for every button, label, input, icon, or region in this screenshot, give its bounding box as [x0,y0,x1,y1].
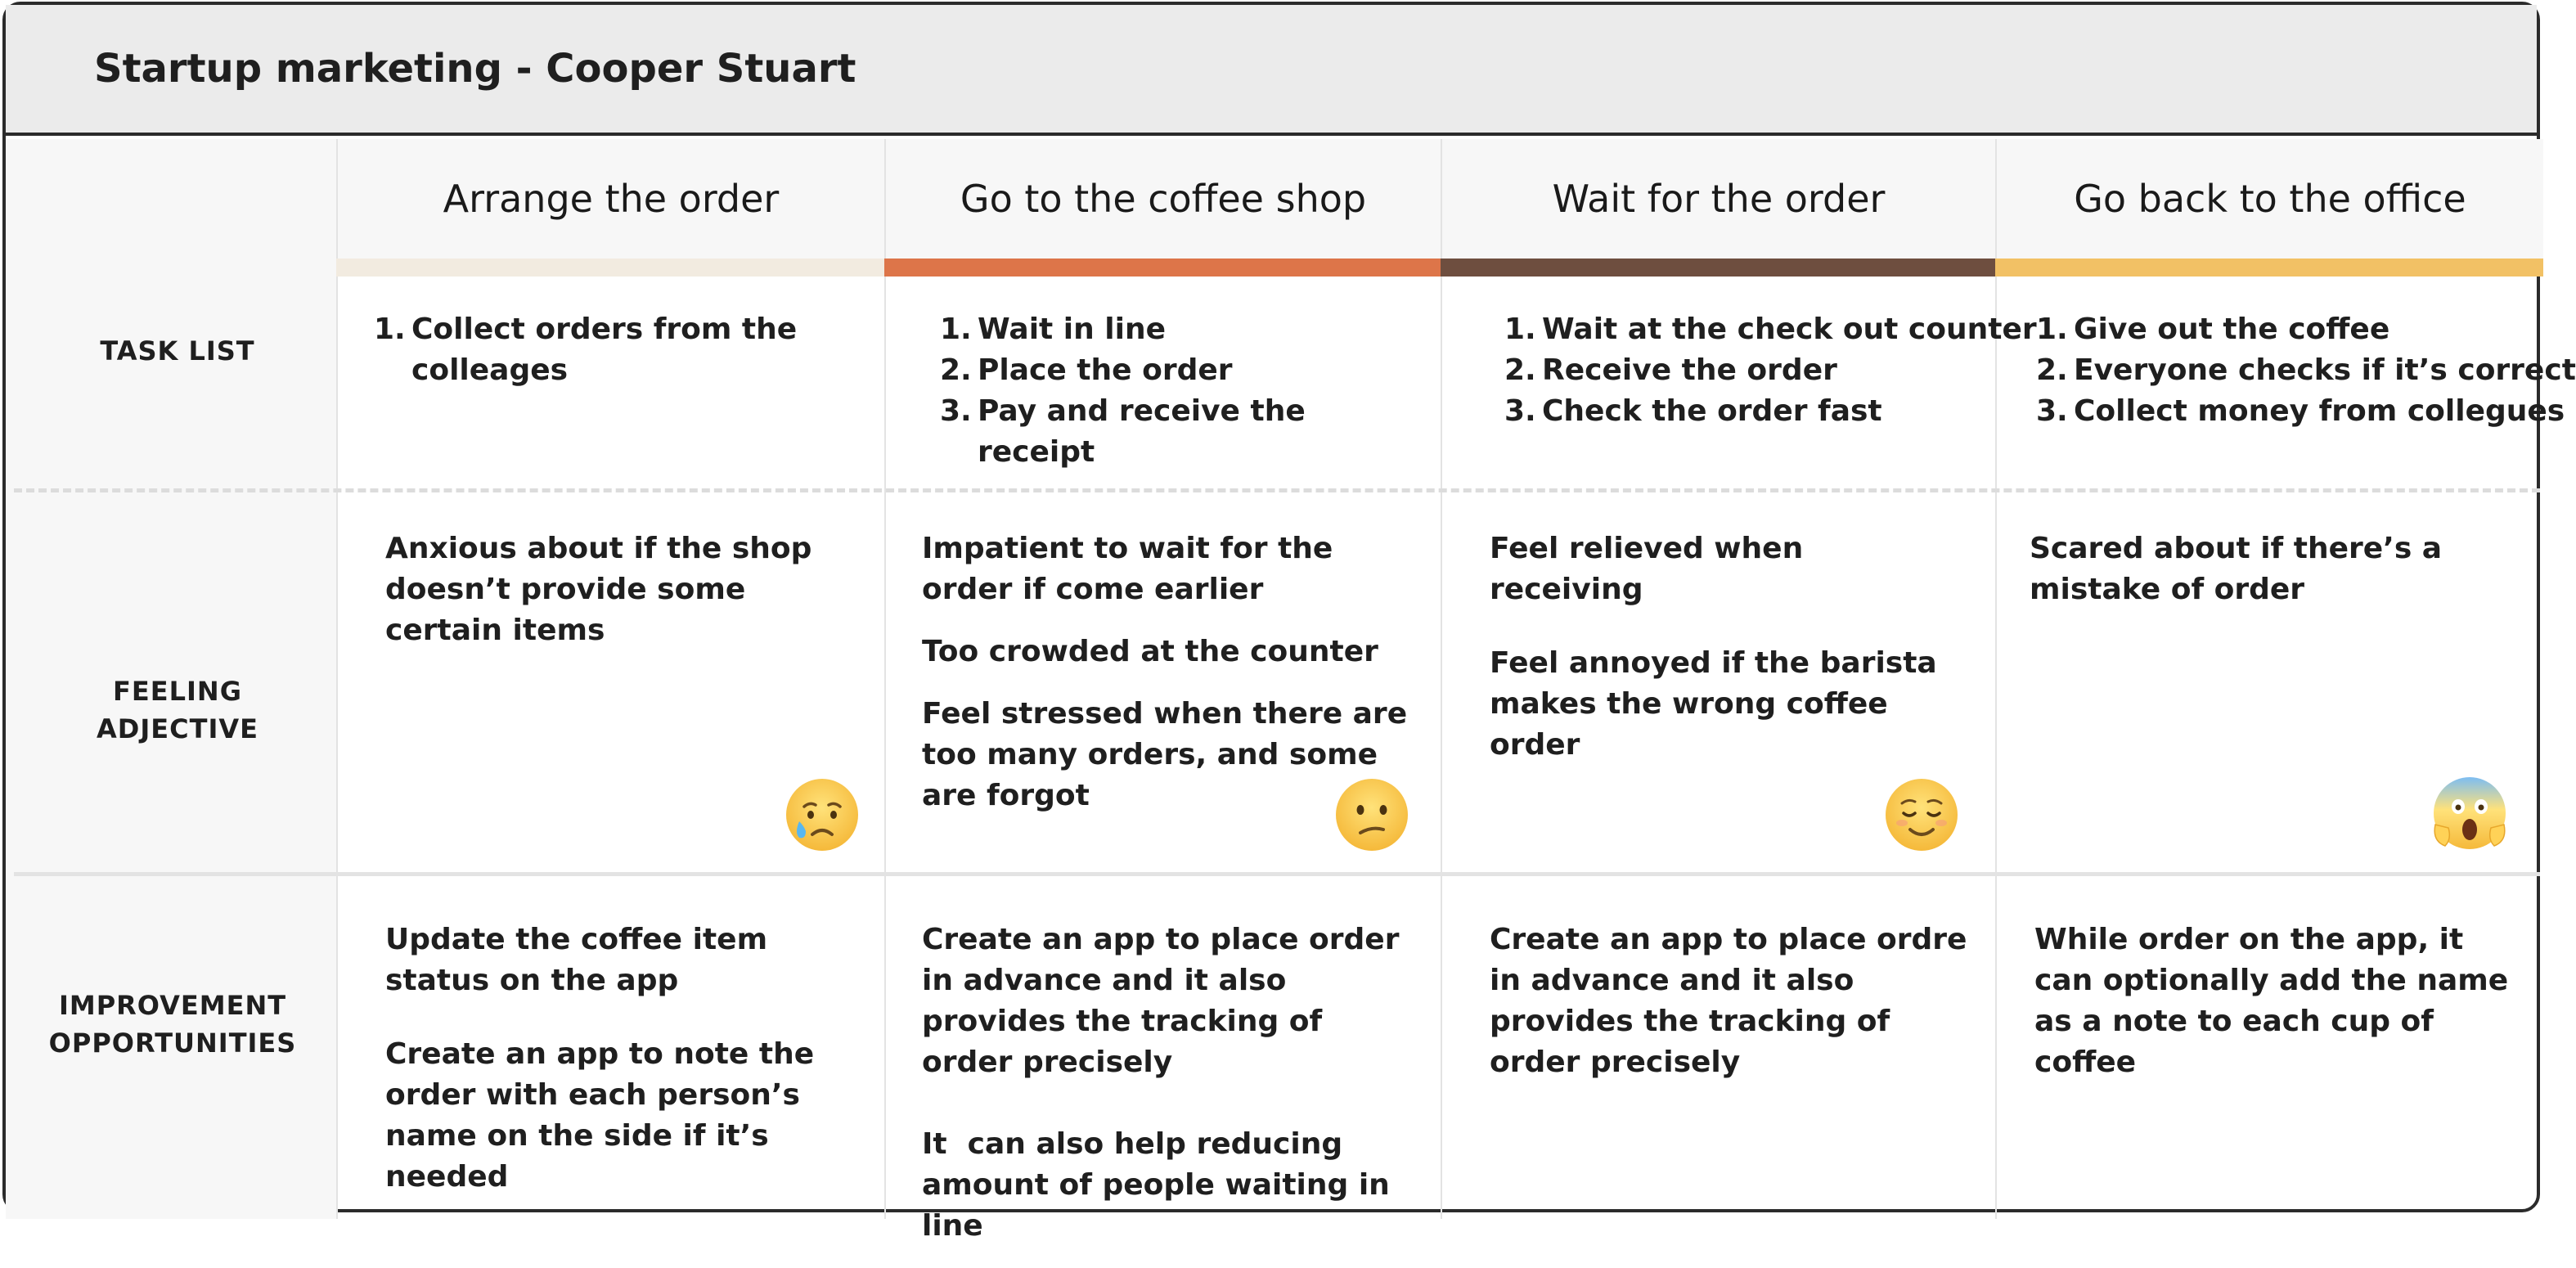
confused-face-icon [1333,776,1411,854]
stage-4-color-bar [1995,259,2543,277]
task-item: 1. Give out the coffee [2036,313,2390,346]
feeling-text: Feel annoyed if the barista makes the wrong coffee order [1490,646,1937,762]
feeling-text: Impatient to wait for the order if come earlier [922,532,1333,606]
stage-3-improvements [1490,920,1980,1104]
stage-2-task-list [940,309,1431,473]
task-item: 2. Place the order [940,353,1233,387]
improvement-text: It can also help reducing amount of people waiting in line [922,1127,1400,1243]
stage-4-header [1997,139,2543,259]
stage-1-color-bar [336,259,884,277]
task-item: 2. Everyone checks if it’s correct [2036,353,2576,387]
stage-3-color-bar [1441,259,1995,277]
column-divider [884,139,886,1219]
board-title: Startup marketing - Cooper Stuart [94,46,856,92]
stage-2-improvements [922,920,1413,1268]
task-item: 3. Check the order fast [1504,394,1882,428]
task-item: 1. Collect orders from the colleages [374,313,798,387]
smiling-face-icon [1882,776,1961,854]
feeling-text: Anxious about if the shop doesn’t provide some certain items [385,532,812,647]
improvement-text: Create an app to note the order with each person’s name on the side if it’s needed [385,1037,815,1194]
stage-2-color-bar [884,259,1441,277]
stage-2-header [886,139,1441,259]
row-label-improvement-opportunities: IMPROVEMENT OPPORTUNITIES [48,990,297,1059]
stage-4-title: Go back to the office [2074,177,2466,221]
feeling-text: Feel relieved when receiving [1490,532,1804,606]
stage-1-header [338,139,884,259]
improvement-text: Update the coffee item status on the app [385,923,768,997]
column-divider [1995,139,1997,1219]
task-item: 2. Receive the order [1504,353,1837,387]
row-label-feeling-adjective: FEELING ADJECTIVE [97,676,258,744]
stage-4-feelings [2030,528,2529,632]
sad-relieved-face-icon [783,776,861,854]
row-divider-dashed [14,488,2540,492]
improvement-text: Create an app to place order in advance and it also provides the tracking of order precisely [922,923,1400,1079]
stage-4-improvements [2034,920,2509,1104]
stage-3-feelings [1490,528,1964,787]
stage-3-task-list [1504,309,2037,432]
column-divider [1441,139,1442,1219]
screaming-face-icon [2430,774,2509,852]
task-item: 1. Wait at the check out counter [1504,313,2037,346]
row-divider-solid [14,872,2540,876]
task-item: 3. Pay and receive the receipt [940,394,1306,469]
task-item: 1. Wait in line [940,313,1167,346]
stage-1-improvements [385,920,860,1219]
stage-3-header [1442,139,1995,259]
stage-1-task-list [374,309,865,391]
stage-3-title: Wait for the order [1552,177,1886,221]
stage-4-task-list [2036,309,2576,432]
improvement-text: While order on the app, it can optionally add the name as a note to each cup of coffee [2034,923,2509,1079]
stage-1-title: Arrange the order [443,177,780,221]
feeling-text: Feel stressed when there are too many orders, and some are forgot [922,697,1408,812]
journey-map-board [2,2,2576,1243]
feeling-text: Too crowded at the counter [922,635,1378,668]
stage-2-title: Go to the coffee shop [960,177,1367,221]
task-item: 3. Collect money from collegues [2036,394,2565,428]
stage-1-feelings [385,528,843,672]
row-label-task-list: TASK LIST [100,335,255,366]
board-header [6,5,2537,136]
improvement-text: Create an app to place ordre in advance and it also provides the tracking of order precisely [1490,923,1967,1079]
feeling-text: Scared about if there’s a mistake of order [2030,532,2443,606]
